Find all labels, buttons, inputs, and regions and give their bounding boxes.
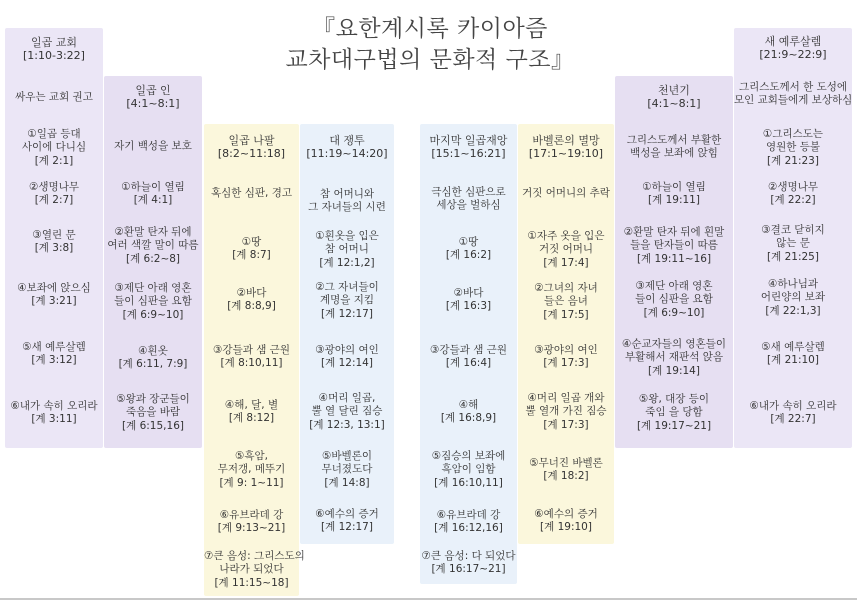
column-3 xyxy=(204,124,305,596)
column-item xyxy=(300,230,394,271)
column-header xyxy=(518,134,614,161)
cell-line: ⑤새 예루살렘 xyxy=(22,340,86,353)
cell-line: [계 16:2] xyxy=(445,249,492,261)
cell-line: ⑤새 예루살렘 xyxy=(761,340,825,353)
column-item xyxy=(104,282,202,323)
cell-line: 영원한 등불 xyxy=(765,141,821,154)
column-7 xyxy=(615,76,733,448)
column-item xyxy=(104,393,202,434)
column-item xyxy=(204,549,305,591)
cell-line: [계 22:1,3] xyxy=(765,304,821,317)
column-item xyxy=(734,128,852,169)
cell-line: [계 2:1] xyxy=(34,154,74,167)
title-line-2: 교차대구법의 문화적 구조』 xyxy=(285,47,575,73)
column-header xyxy=(615,84,733,111)
cell-line: 백성을 보좌에 앉힘 xyxy=(630,147,718,159)
cell-line: 모인 교회들에게 보상하심 xyxy=(734,94,853,106)
cell-line: ①하늘이 열림 xyxy=(121,180,185,193)
cell-line: ⑤왕, 대장 등이 xyxy=(638,392,710,405)
cell-line: ④하나님과 xyxy=(768,277,818,290)
cell-line: 죽음을 바람 xyxy=(125,406,181,419)
cell-line: ⑦큰 음성: 다 되었다 xyxy=(421,549,516,562)
cell-line: ⑥유브라데 강 xyxy=(219,508,284,521)
cell-line: [계 6:15,16] xyxy=(122,419,184,432)
column-theme xyxy=(734,81,852,108)
cell-line: [계 12:3, 13:1] xyxy=(309,418,385,431)
cell-line: ⑤왕과 장군들이 xyxy=(116,392,190,405)
cell-line: [계 6:9~10] xyxy=(122,308,184,321)
cell-line: ②환말 탄자 뒤에 흰말 xyxy=(623,225,725,238)
cell-line: ①자주 옷을 입은 xyxy=(527,229,605,242)
cell-line: ③강들과 샘 근원 xyxy=(430,343,507,356)
cell-line: ①하늘이 열림 xyxy=(642,180,706,193)
cell-line: [계 17:4] xyxy=(543,256,589,269)
cell-line: 흑암이 임함 xyxy=(441,463,496,476)
cell-line: ⑤무너진 바벨론 xyxy=(529,456,603,469)
column-item xyxy=(5,282,103,309)
cell-line: [계 22:7] xyxy=(770,413,816,425)
column-item xyxy=(204,399,299,426)
column-item xyxy=(420,450,517,491)
cell-line: [계 16:8,9] xyxy=(440,412,497,424)
column-item xyxy=(5,229,103,256)
column-item xyxy=(615,393,733,434)
column-8 xyxy=(734,28,852,448)
cell-line: [계 12:17] xyxy=(321,307,373,320)
cell-line: ④머리 일곱, xyxy=(318,391,376,404)
cell-line: 죽임 을 당함 xyxy=(645,406,703,419)
cell-line: ③광야의 여인 xyxy=(315,343,379,356)
column-header xyxy=(734,35,852,62)
column-item xyxy=(518,230,614,271)
cell-line: 그리스도께서 한 도성에 xyxy=(738,80,848,93)
cell-line: 자기 백성을 보호 xyxy=(114,140,192,153)
cell-line: [계 8:7] xyxy=(232,249,271,261)
cell-line: 사이에 다니심 xyxy=(21,141,87,154)
cell-line: 그리스도께서 부활한 xyxy=(626,133,722,146)
cell-line: 새 예루살렘 xyxy=(764,34,822,48)
cell-line: [계 19:11] xyxy=(648,194,700,206)
cell-line: 바벨론의 멸망 xyxy=(532,133,600,147)
cell-line: ⑥예수의 증거 xyxy=(315,507,379,520)
cell-line: [계 19:10] xyxy=(540,521,592,533)
cell-line: [계 17:3] xyxy=(543,418,589,431)
cell-line: [계 19:17~21] xyxy=(636,419,712,432)
column-4 xyxy=(300,124,394,544)
cell-line: [계 8:12] xyxy=(228,412,275,424)
column-item xyxy=(734,278,852,319)
cell-line: ①그리스도는 xyxy=(762,127,824,140)
cell-line: [계 16:10,11] xyxy=(434,476,503,489)
cell-line: [17:1~19:10] xyxy=(528,147,604,160)
cell-line: [계 6:9~10] xyxy=(643,306,705,319)
cell-line: [계 8:8,9] xyxy=(227,300,276,312)
cell-line: ⑥예수의 증거 xyxy=(534,507,598,520)
column-2 xyxy=(104,76,202,448)
column-item xyxy=(300,392,394,433)
column-item xyxy=(204,509,299,536)
column-item xyxy=(734,341,852,368)
cell-line: [계 3:12] xyxy=(31,354,77,366)
cell-line: 일곱 교회 xyxy=(30,35,77,49)
cell-line: ②바다 xyxy=(236,286,267,299)
column-item xyxy=(420,509,517,536)
cell-line: 나라가 되었다 xyxy=(219,563,284,576)
cell-line: ②생명나무 xyxy=(768,180,818,193)
cell-line: 부활해서 재판석 앉음 xyxy=(625,351,723,364)
cell-line: ④해 xyxy=(458,398,479,411)
column-theme xyxy=(518,187,614,201)
column-theme xyxy=(300,188,394,215)
cell-line: [11:19~14:20] xyxy=(306,147,388,160)
cell-line: 들을 탄자들이 따름 xyxy=(630,239,718,252)
column-item xyxy=(300,508,394,535)
cell-line: ②생명나무 xyxy=(29,180,79,193)
cell-line: ①땅 xyxy=(458,235,479,248)
column-item xyxy=(5,128,103,169)
column-theme xyxy=(5,91,103,105)
cell-line: [4:1~8:1] xyxy=(647,97,701,110)
column-item xyxy=(615,280,733,321)
cell-line: ①흰옷을 입은 xyxy=(315,229,379,242)
column-item xyxy=(518,344,614,371)
column-item xyxy=(300,450,394,491)
cell-line: 들이 심판을 요함 xyxy=(635,293,713,306)
bottom-divider xyxy=(0,598,857,600)
cell-line: [계 16:12,16] xyxy=(434,522,503,534)
cell-line: [계 22:2] xyxy=(770,194,816,206)
cell-line: ③열린 문 xyxy=(32,228,76,241)
column-header xyxy=(420,134,517,161)
cell-line: [계 2:7] xyxy=(34,194,74,206)
column-item xyxy=(518,392,614,433)
column-item xyxy=(204,344,299,371)
cell-line: [계 17:5] xyxy=(543,308,589,321)
column-5 xyxy=(420,124,517,584)
cell-line: 그 자녀들의 시련 xyxy=(308,201,386,213)
column-item xyxy=(300,344,394,371)
cell-line: [계 4:1] xyxy=(133,194,173,206)
cell-line: 혹심한 심판, 경고 xyxy=(210,187,292,200)
cell-line: 들은 음녀 xyxy=(544,295,588,308)
cell-line: ⑤흑암, xyxy=(234,449,269,462)
cell-line: [8:2~11:18] xyxy=(217,147,286,160)
cell-line: [계 12:1,2] xyxy=(319,256,375,269)
column-item xyxy=(518,282,614,323)
cell-line: ①일곱 등대 xyxy=(27,127,81,140)
column-item xyxy=(734,400,852,427)
column-theme xyxy=(615,134,733,161)
cell-line: [계 9:13~21] xyxy=(217,522,286,534)
cell-line: [4:1~8:1] xyxy=(126,97,180,110)
cell-line: [계 18:2] xyxy=(543,470,589,482)
column-header xyxy=(5,36,103,63)
cell-line: [계 12:14] xyxy=(321,357,373,369)
column-item xyxy=(420,344,517,371)
cell-line: [계 17:3] xyxy=(543,357,589,369)
column-item xyxy=(104,226,202,267)
column-header xyxy=(104,84,202,111)
column-1 xyxy=(5,28,103,448)
cell-line: 대 쟁투 xyxy=(329,133,365,147)
column-item xyxy=(204,236,299,263)
cell-line: 어린양의 보좌 xyxy=(760,291,826,304)
column-6 xyxy=(518,124,614,544)
cell-line: ⑥내가 속히 오리라 xyxy=(749,399,837,412)
cell-line: 계명을 지킴 xyxy=(319,294,375,307)
column-header xyxy=(300,134,394,161)
column-item xyxy=(204,450,299,491)
column-item xyxy=(104,345,202,372)
cell-line: [15:1~16:21] xyxy=(431,147,506,160)
column-item xyxy=(420,287,517,314)
cell-line: 일곱 나팔 xyxy=(228,133,275,147)
cell-line: 참 어머니 xyxy=(325,243,369,256)
cell-line: [계 16:17~21] xyxy=(431,563,506,575)
cell-line: 여러 색깔 말이 따름 xyxy=(107,239,199,252)
cell-line: ⑥유브라데 강 xyxy=(436,508,501,521)
column-theme xyxy=(204,187,299,201)
column-item xyxy=(420,399,517,426)
cell-line: ⑤바벨론이 xyxy=(322,449,372,462)
cell-line: [계 21:10] xyxy=(767,354,819,366)
cell-line: ②바다 xyxy=(453,286,484,299)
cell-line: [21:9~22:9] xyxy=(759,48,827,61)
column-theme xyxy=(420,186,517,213)
cell-line: ③제단 아래 영혼 xyxy=(114,281,192,294)
column-item xyxy=(5,400,103,427)
cell-line: ②환말 탄자 뒤에 xyxy=(114,225,192,238)
document-title xyxy=(260,14,600,76)
column-item xyxy=(734,181,852,208)
cell-line: ④해, 달, 별 xyxy=(224,398,279,411)
cell-line: ①땅 xyxy=(241,235,262,248)
cell-line: 세상을 벌하심 xyxy=(436,199,501,211)
cell-line: [계 6:2~8] xyxy=(125,252,181,265)
cell-line: [계 16:4] xyxy=(445,357,492,369)
cell-line: 않는 문 xyxy=(776,237,810,250)
cell-line: 싸우는 교회 권고 xyxy=(15,91,93,104)
cell-line: 참 어머니와 xyxy=(319,187,375,200)
cell-line: 극심한 심판으로 xyxy=(431,185,506,198)
cell-line: 무너졌도다 xyxy=(321,463,373,476)
column-item xyxy=(104,181,202,208)
cell-line: ⑦큰 음성: 그리스도의 xyxy=(204,549,305,562)
cell-line: 마지막 일곱재앙 xyxy=(429,133,508,147)
cell-line: [계 6:11, 7:9] xyxy=(118,358,188,370)
column-item xyxy=(5,341,103,368)
cell-line: ③강들과 샘 근원 xyxy=(213,343,290,356)
cell-line: [계 8:10,11] xyxy=(220,357,283,369)
cell-line: [계 14:8] xyxy=(324,476,370,489)
column-item xyxy=(518,508,614,535)
cell-line: ③제단 아래 영혼 xyxy=(635,279,713,292)
cell-line: 들이 심판을 요함 xyxy=(114,295,192,308)
cell-line: [계 9: 1~11] xyxy=(219,476,284,489)
cell-line: [계 19:11~16] xyxy=(636,252,712,265)
column-item xyxy=(615,181,733,208)
cell-line: [계 19:14] xyxy=(648,364,700,377)
cell-line: [계 21:23] xyxy=(767,154,819,167)
cell-line: 거짓 어머니의 추락 xyxy=(522,187,610,200)
cell-line: [계 16:3] xyxy=(445,300,492,312)
cell-line: [계 3:8] xyxy=(34,242,74,254)
cell-line: ③광야의 여인 xyxy=(534,343,598,356)
cell-line: 일곱 인 xyxy=(135,83,171,97)
cell-line: ④순교자들의 영혼들이 xyxy=(621,337,727,350)
cell-line: [계 11:15~18] xyxy=(214,576,289,589)
column-item xyxy=(615,338,733,379)
column-theme xyxy=(104,140,202,154)
column-item xyxy=(204,287,299,314)
cell-line: ③결코 닫히지 xyxy=(761,223,825,236)
column-item xyxy=(615,226,733,267)
cell-line: 거짓 어머니 xyxy=(538,243,594,256)
column-item xyxy=(5,181,103,208)
cell-line: 천년기 xyxy=(658,83,690,97)
column-item xyxy=(420,550,517,577)
column-item xyxy=(518,457,614,484)
title-line-1: 『요한계시록 카이아즘 xyxy=(312,16,548,42)
cell-line: ④보좌에 앉으심 xyxy=(17,281,91,294)
cell-line: [1:10-3:22] xyxy=(23,49,85,62)
cell-line: ⑤짐승의 보좌에 xyxy=(431,449,506,462)
cell-line: ④머리 일곱 개와 xyxy=(527,391,605,404)
column-item xyxy=(300,281,394,322)
cell-line: [계 3:11] xyxy=(31,413,77,425)
cell-line: [계 3:21] xyxy=(31,295,77,307)
column-item xyxy=(420,236,517,263)
cell-line: 뿔 열개 가진 짐승 xyxy=(525,405,607,418)
cell-line: ⑥내가 속히 오리라 xyxy=(10,399,98,412)
cell-line: [계 12:17] xyxy=(321,521,373,533)
column-header xyxy=(204,134,299,161)
cell-line: ②그 자녀들이 xyxy=(315,280,379,293)
cell-line: ④흰옷 xyxy=(138,344,168,357)
cell-line: [계 21:25] xyxy=(767,250,819,263)
column-item xyxy=(734,224,852,265)
cell-line: 무저갱, 메뚜기 xyxy=(217,463,286,476)
cell-line: 뿔 열 달린 짐승 xyxy=(311,405,383,418)
cell-line: ②그녀의 자녀 xyxy=(534,281,598,294)
